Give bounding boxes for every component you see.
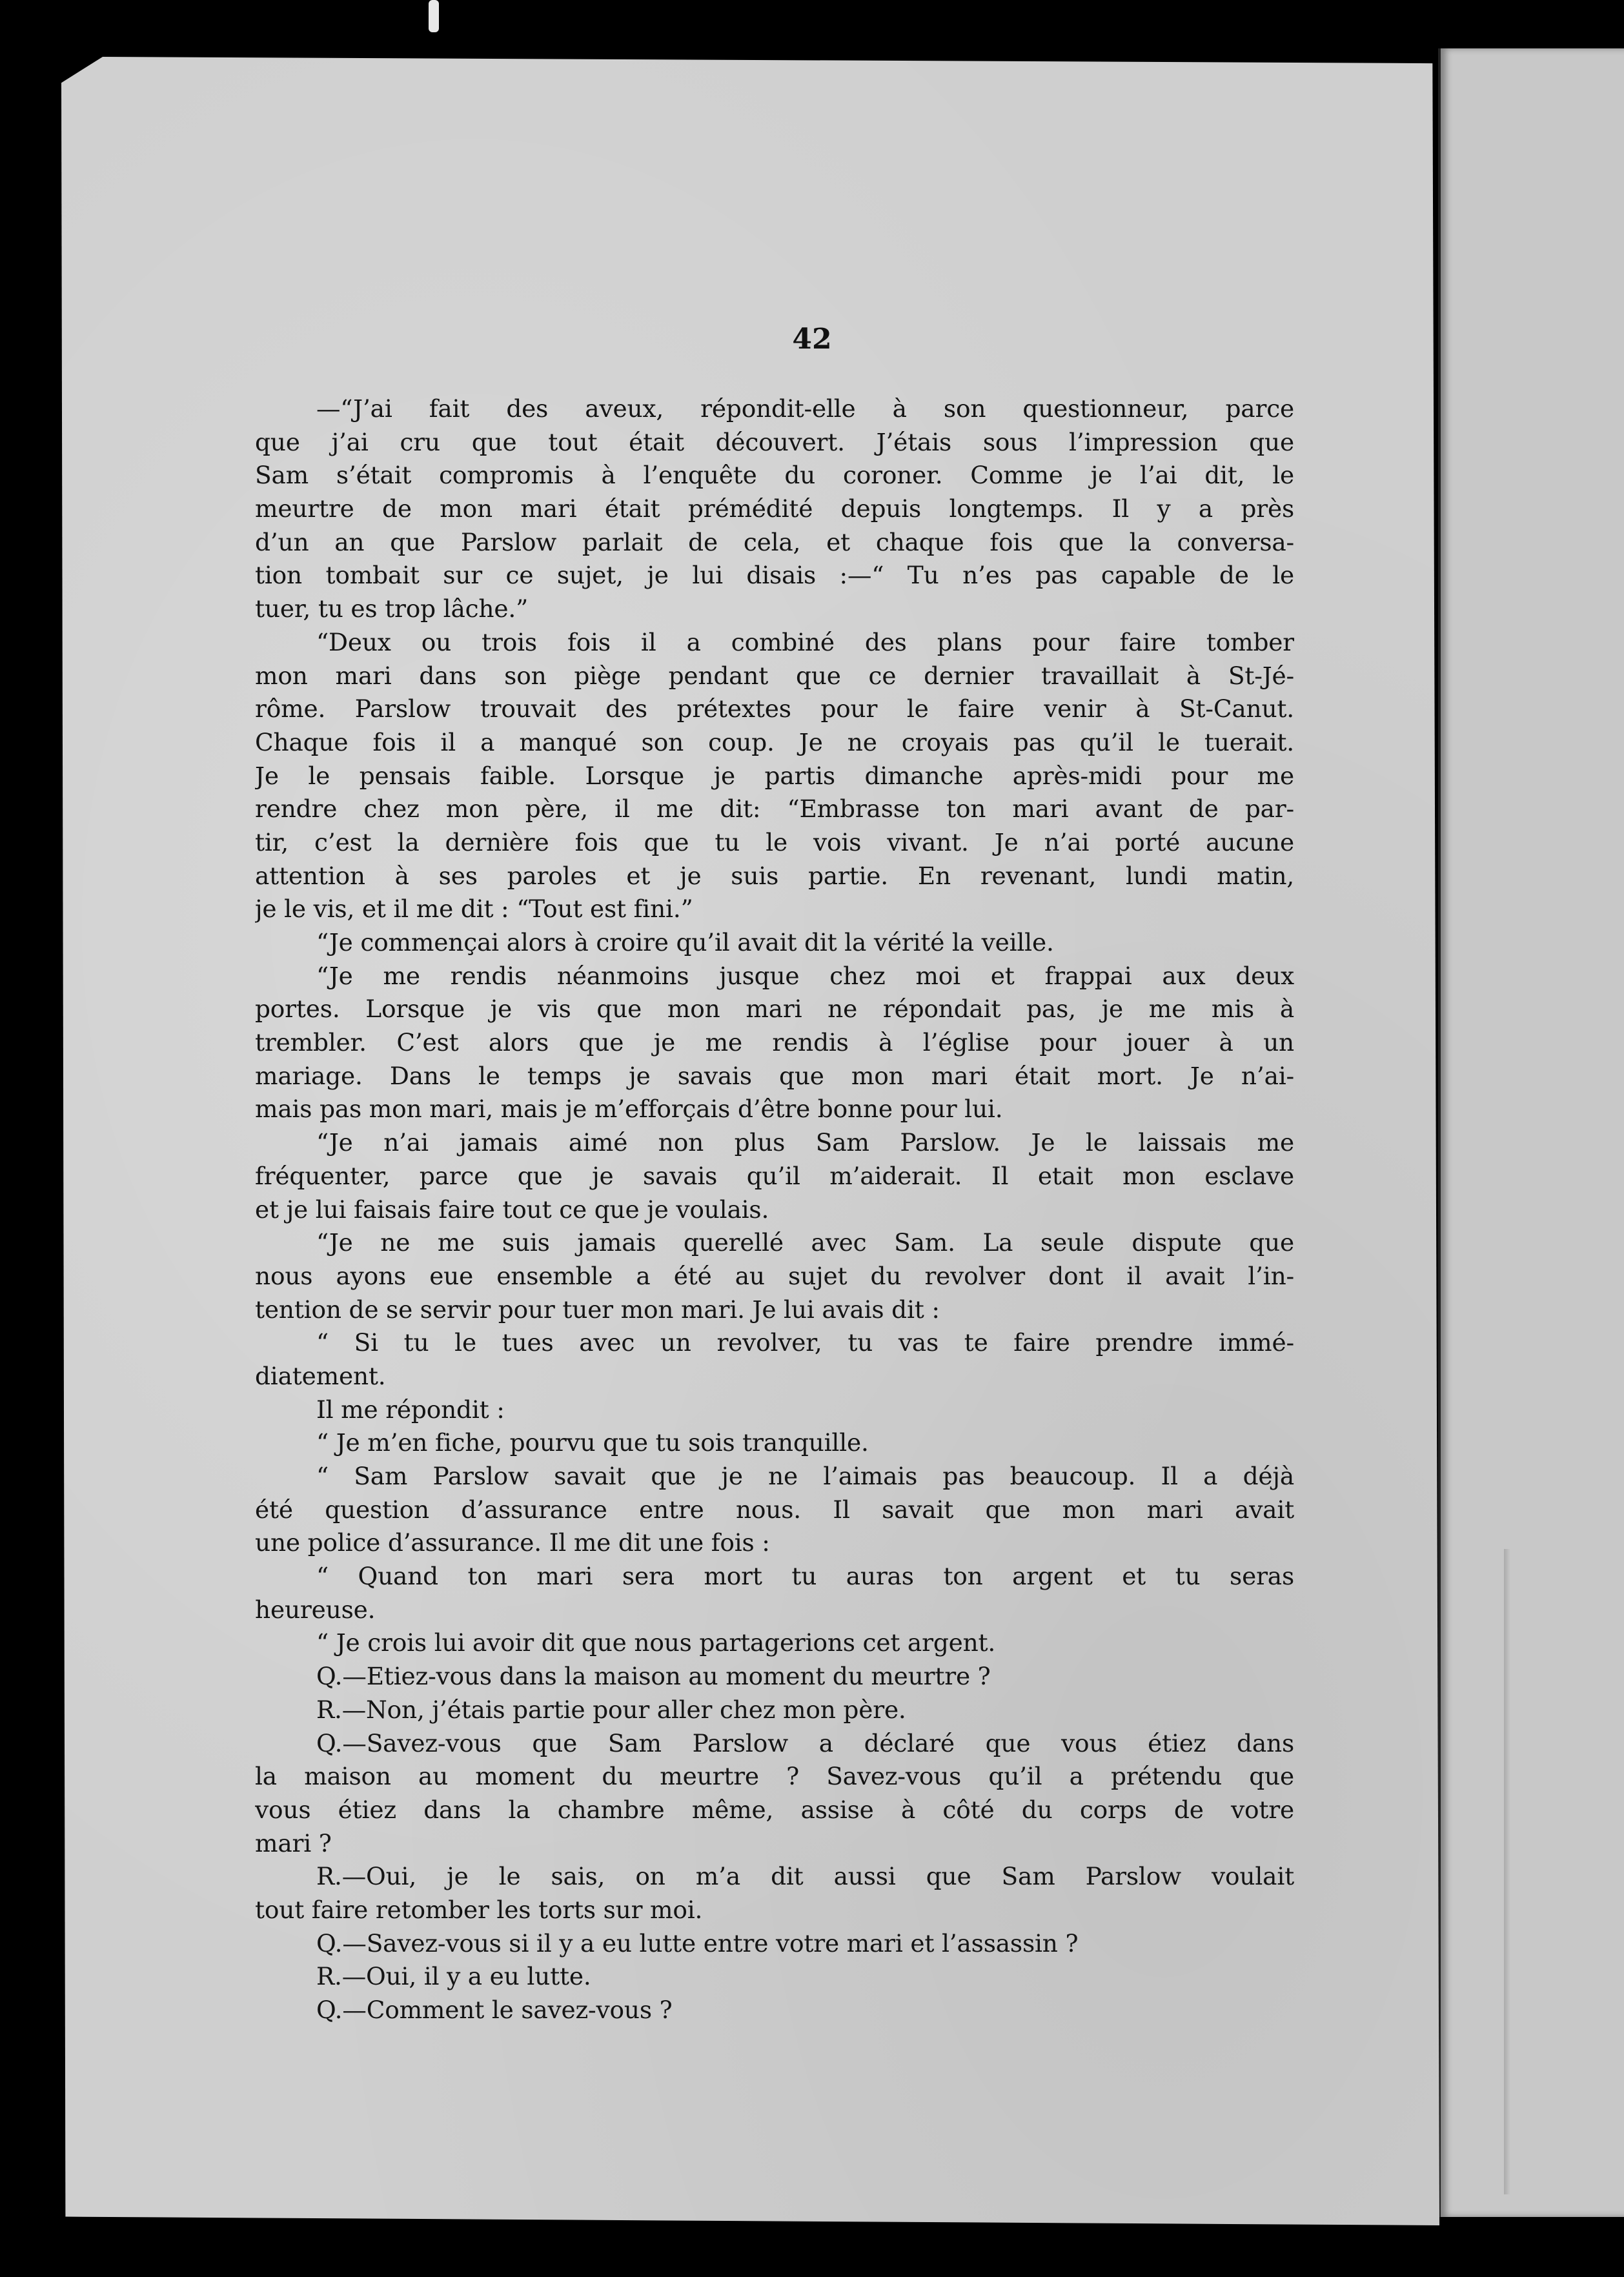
text-line: portes. Lorsque je vis que mon mari ne répondait pas, je me mis à <box>255 995 1294 1024</box>
text-line: meurtre de mon mari était prémédité depuis longtemps. Il y a près <box>255 494 1294 523</box>
page-body-text <box>255 392 1294 2027</box>
text-line: “Deux ou trois fois il a combiné des plans pour faire tomber <box>316 627 1294 656</box>
text-line: attention à ses paroles et je suis partie. En revenant, lundi matin, <box>255 861 1294 890</box>
text-line: été question d’assurance entre nous. Il savait que mon mari avait <box>255 1495 1294 1524</box>
text-line: tention de se servir pour tuer mon mari. Je lui avais dit : <box>255 1295 940 1324</box>
text-line: Q.—Savez-vous que Sam Parslow a déclaré que vous étiez dans <box>316 1728 1294 1757</box>
page-number: 42 <box>792 323 832 356</box>
text-line: je le vis, et il me dit : “Tout est fini.” <box>255 895 693 924</box>
text-line: diatement. <box>255 1361 386 1390</box>
text-line: heureuse. <box>255 1595 376 1624</box>
text-line: Q.—Comment le savez-vous ? <box>316 1996 673 2024</box>
text-line: “Je commençai alors à croire qu’il avait dit la vérité la veille. <box>316 928 1054 956</box>
text-line: R.—Non, j’étais partie pour aller chez mon père. <box>316 1695 906 1724</box>
text-line: d’un an que Parslow parlait de cela, et chaque fois que la conversa- <box>255 527 1294 556</box>
text-line: et je lui faisais faire tout ce que je voulais. <box>255 1195 769 1224</box>
text-line: “ Quand ton mari sera mort tu auras ton argent et tu seras <box>316 1562 1294 1591</box>
text-line: mariage. Dans le temps je savais que mon mari était mort. Je n’ai- <box>255 1061 1294 1090</box>
text-line: la maison au moment du meurtre ? Savez-vous qu’il a prétendu que <box>255 1762 1294 1791</box>
text-line: R.—Oui, il y a eu lutte. <box>316 1962 591 1991</box>
binding-hole <box>429 0 439 32</box>
text-line: rôme. Parslow trouvait des prétextes pour le faire venir à St-Canut. <box>255 694 1294 724</box>
text-line: fréquenter, parce que je savais qu’il m’aiderait. Il etait mon esclave <box>255 1161 1294 1190</box>
text-line: “Je me rendis néanmoins jusque chez moi et frappai aux deux <box>316 961 1294 990</box>
text-line: mais pas mon mari, mais je m’efforçais d’être bonne pour lui. <box>255 1095 1003 1124</box>
text-line: “ Sam Parslow savait que je ne l’aimais pas beaucoup. Il a déjà <box>316 1462 1294 1490</box>
text-line: que j’ai cru que tout était découvert. J’étais sous l’impression que <box>255 427 1294 456</box>
text-line: —“J’ai fait des aveux, répondit-elle à son questionneur, parce <box>316 394 1294 423</box>
next-page-edge <box>1438 48 1624 2217</box>
text-line: Chaque fois il a manqué son coup. Je ne croyais pas qu’il le tuerait. <box>255 727 1294 756</box>
text-line: tion tombait sur ce sujet, je lui disais :—“ Tu n’es pas capable de le <box>255 561 1294 590</box>
next-page-shadow <box>1504 1549 1510 2194</box>
text-line: une police d’assurance. Il me dit une fois : <box>255 1528 770 1557</box>
text-line: rendre chez mon père, il me dit: “Embrasse ton mari avant de par- <box>255 794 1294 824</box>
text-line: “Je ne me suis jamais querellé avec Sam. La seule dispute que <box>316 1228 1294 1257</box>
text-line: “ Je m’en fiche, pourvu que tu sois tranquille. <box>316 1428 869 1457</box>
text-line: nous ayons eue ensemble a été au sujet du revolver dont il avait l’in- <box>255 1261 1294 1290</box>
text-line: “ Je crois lui avoir dit que nous partagerions cet argent. <box>316 1628 996 1657</box>
text-line: vous étiez dans la chambre même, assise à côté du corps de votre <box>255 1795 1294 1824</box>
text-line: “Je n’ai jamais aimé non plus Sam Parslow. Je le laissais me <box>316 1128 1294 1157</box>
text-line: tout faire retomber les torts sur moi. <box>255 1895 703 1924</box>
text-line: Sam s’était compromis à l’enquête du coroner. Comme je l’ai dit, le <box>255 461 1294 490</box>
text-line: Q.—Etiez-vous dans la maison au moment du meurtre ? <box>316 1662 991 1691</box>
text-line: Je le pensais faible. Lorsque je partis dimanche après-midi pour me <box>255 761 1294 790</box>
text-line: R.—Oui, je le sais, on m’a dit aussi que Sam Parslow voulait <box>316 1862 1294 1891</box>
text-line: tuer, tu es trop lâche.” <box>255 594 529 623</box>
text-line: “ Si tu le tues avec un revolver, tu vas te faire prendre immé- <box>316 1328 1294 1357</box>
text-line: Q.—Savez-vous si il y a eu lutte entre votre mari et l’assassin ? <box>316 1928 1079 1958</box>
text-line: mari ? <box>255 1828 332 1857</box>
text-line: mon mari dans son piège pendant que ce dernier travaillait à St-Jé- <box>255 661 1294 690</box>
text-line: tir, c’est la dernière fois que tu le vois vivant. Je n’ai porté aucune <box>255 827 1294 856</box>
text-line: trembler. C’est alors que je me rendis à l’église pour jouer à un <box>255 1028 1294 1057</box>
text-line: Il me répondit : <box>316 1395 505 1424</box>
